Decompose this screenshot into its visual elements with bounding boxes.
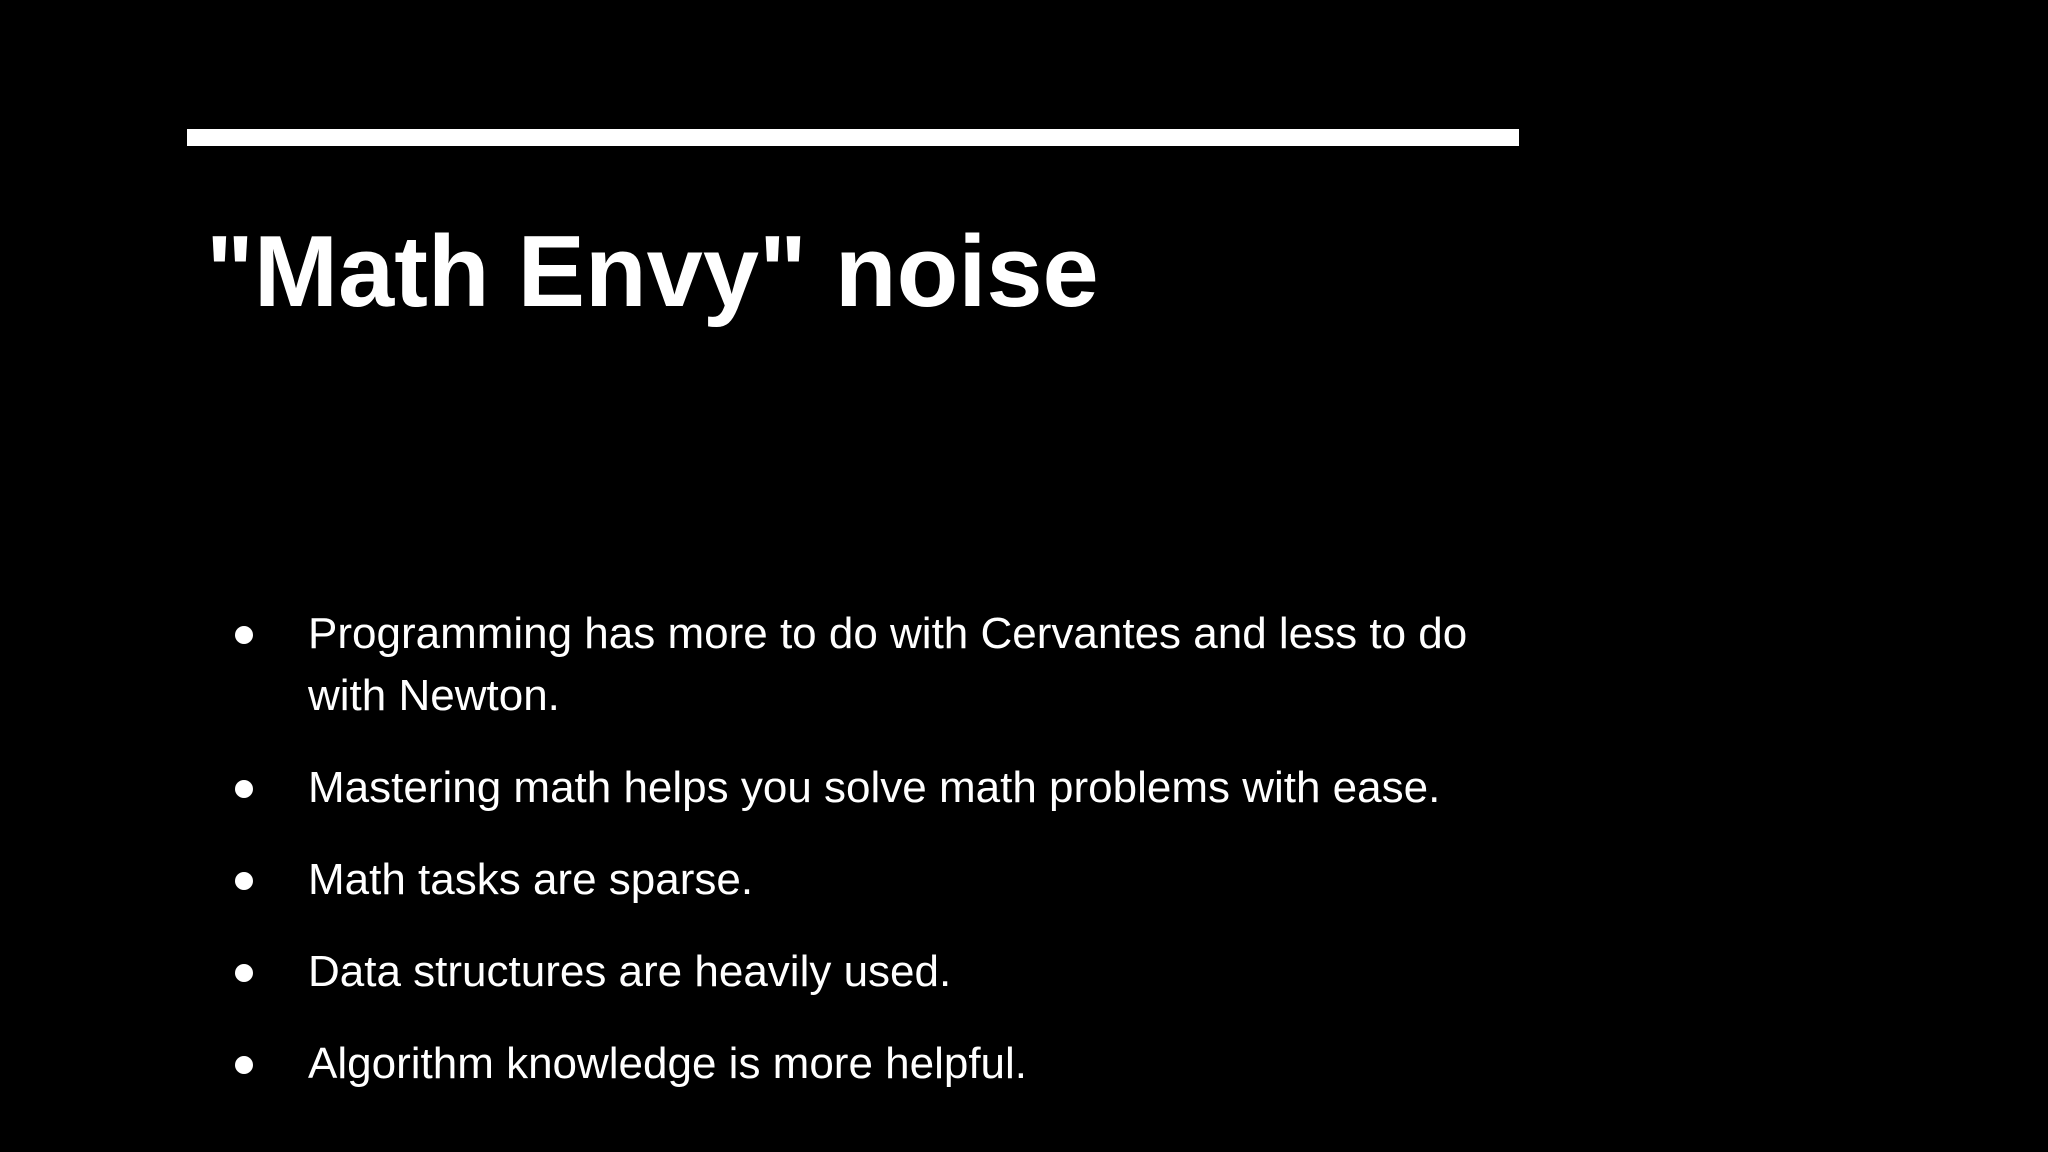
bullet-item <box>226 757 1476 819</box>
bullet-dot-icon <box>235 1056 253 1074</box>
bullet-text: Data structures are heavily used. <box>308 947 952 996</box>
slide-title: "Math Envy" noise <box>206 216 1099 328</box>
bullet-item <box>226 603 1476 727</box>
bullet-list <box>226 603 1476 1125</box>
bullet-text: Mastering math helps you solve math problems with ease. <box>308 763 1441 812</box>
bullet-item <box>226 941 1476 1003</box>
bullet-dot-icon <box>235 626 253 644</box>
bullet-dot-icon <box>235 872 253 890</box>
bullet-dot-icon <box>235 964 253 982</box>
bullet-text: Programming has more to do with Cervantes and less to do with Newton. <box>308 609 1468 720</box>
bullet-item <box>226 849 1476 911</box>
bullet-item <box>226 1033 1476 1095</box>
bullet-dot-icon <box>235 780 253 798</box>
bullet-text: Math tasks are sparse. <box>308 855 754 904</box>
title-rule <box>187 129 1519 146</box>
bullet-text: Algorithm knowledge is more helpful. <box>308 1039 1028 1088</box>
